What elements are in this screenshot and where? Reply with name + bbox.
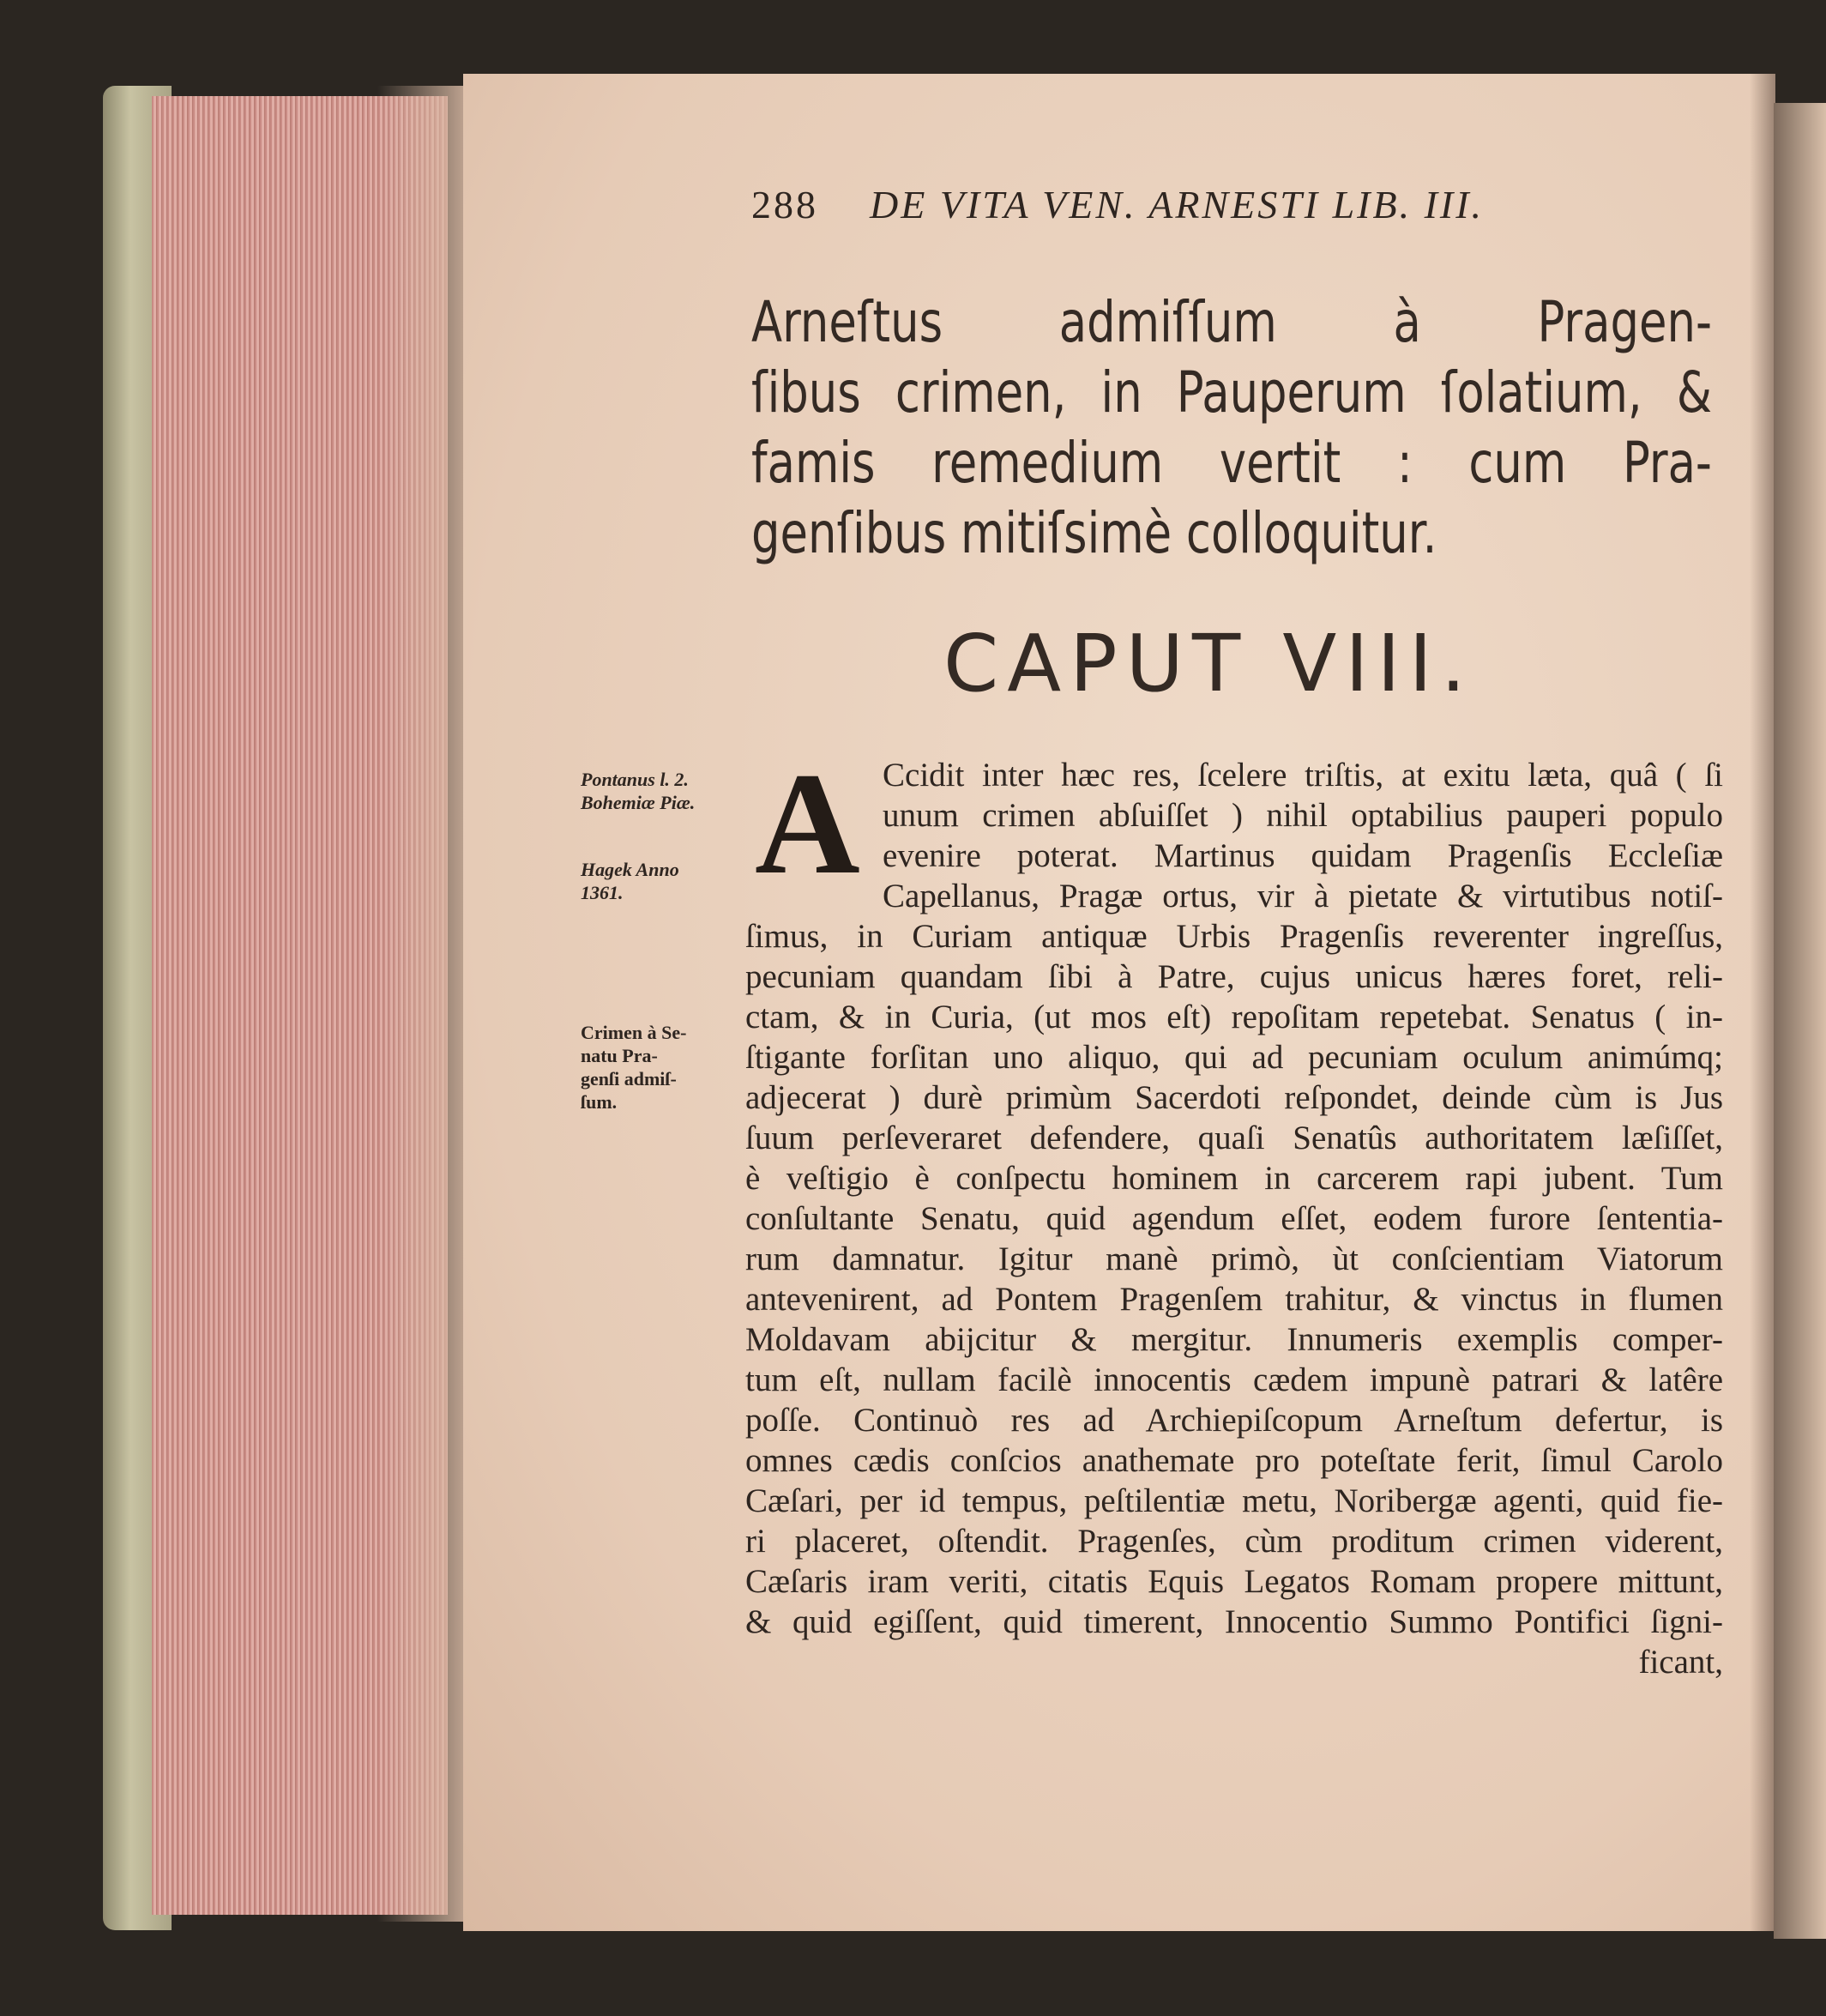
text-line: ri placeret, oſtendit. Pragenſes, cùm proditum crimen viderent, (745, 1523, 1723, 1560)
margin-note-line: natu Pra- (581, 1045, 658, 1066)
margin-note (581, 768, 695, 814)
text-line: poſſe. Continuò res ad Archiepiſcopum Arneſtum defertur, is (745, 1402, 1723, 1439)
text-line: unum crimen abſuiſſet ) nihil optabilius pauperi populo (883, 797, 1723, 834)
text-line: & quid egiſſent, quid timerent, Innocentio Summo Pontifici ſigni- (745, 1603, 1723, 1640)
text-line: evenire poterat. Martinus quidam Pragenſis Eccleſiæ (883, 837, 1723, 874)
summary-line: ſibus crimen, in Pauperum ſolatium, & (751, 359, 1712, 426)
text-line: è veſtigio è conſpectu hominem in carcerem rapi jubent. Tum (745, 1160, 1723, 1197)
text-line: Moldavam abijcitur & mergitur. Innumeris exemplis comper- (745, 1321, 1723, 1358)
text-line: Capellanus, Pragæ ortus, vir à pietate & virtutibus notiſ- (883, 878, 1723, 914)
running-title: DE VITA VEN. ARNESTI LIB. III. (870, 183, 1485, 226)
text-line: rum damnatur. Igitur manè primò, ùt conſcientiam Viatorum (745, 1240, 1723, 1277)
text-line: omnes cædis conſcios anathemate pro poteſtate ferit, ſimul Carolo (745, 1442, 1723, 1479)
summary-line: Arneſtus admiſſum à Pragen- (751, 289, 1712, 355)
text-line: pecuniam quandam ſibi à Patre, cujus unicus hæres foret, reli- (745, 958, 1723, 995)
text-line: antevenirent, ad Pontem Pragenſem trahitur, & vinctus in flumen (745, 1281, 1723, 1318)
text-line: Cæſaris iram veriti, citatis Equis Legatos Romam propere mittunt, (745, 1563, 1723, 1600)
drop-cap: A (755, 743, 860, 904)
text-line: ſuum perſeveraret defendere, quaſi Senatûs authoritatem læſiſſet, (745, 1120, 1723, 1156)
text-line: ſimus, in Curiam antiquæ Urbis Pragenſis reverenter ingreſſus, (745, 918, 1723, 955)
running-header (751, 182, 1673, 227)
margin-note-line: Pontanus l. 2. (581, 769, 689, 790)
margin-note (581, 1021, 686, 1114)
chapter-heading: CAPUT VIII. (943, 618, 1475, 709)
page-number: 288 (751, 183, 818, 226)
text-line: tum eſt, nullam facilè innocentis cædem impunè patrari & latêre (745, 1361, 1723, 1398)
body-text (745, 743, 1723, 1682)
margin-note-line: genſi admiſ- (581, 1068, 677, 1089)
summary-line: famis remedium vertit : cum Pra- (751, 430, 1712, 496)
text-line: conſultante Senatu, quid agendum eſſet, eodem furore ſententia- (745, 1200, 1723, 1237)
margin-note-line: 1361. (581, 882, 624, 903)
margin-note-line: Hagek Anno (581, 859, 679, 880)
text-line: adjecerat ) durè primùm Sacerdoti reſpondet, deinde cùm is Jus (745, 1079, 1723, 1116)
summary-line: genſibus mitiſsimè colloquitur. (751, 500, 1437, 566)
margin-note-line: Crimen à Se- (581, 1022, 687, 1043)
chapter-summary (751, 287, 1712, 569)
page-gutter (1750, 74, 1775, 1931)
text-line: ficant, (1638, 1644, 1723, 1681)
margin-note-line: ſum. (581, 1091, 618, 1113)
text-line: ſtigante forſitan uno aliquo, qui ad pecuniam oculum animúmq; (745, 1039, 1723, 1076)
text-line: ctam, & in Curia, (ut mos eſt) repoſitam repetebat. Senatus ( in- (745, 999, 1723, 1035)
margin-note (581, 858, 679, 904)
facing-page-edge (1774, 103, 1826, 1939)
text-line: Ccidit inter hæc res, ſcelere triſtis, at exitu læta, quâ ( ſi (883, 757, 1723, 794)
text-line: Cæſari, per id tempus, peſtilentiæ metu, Noribergæ agenti, quid fie- (745, 1482, 1723, 1519)
margin-note-line: Bohemiæ Piæ. (581, 792, 696, 813)
